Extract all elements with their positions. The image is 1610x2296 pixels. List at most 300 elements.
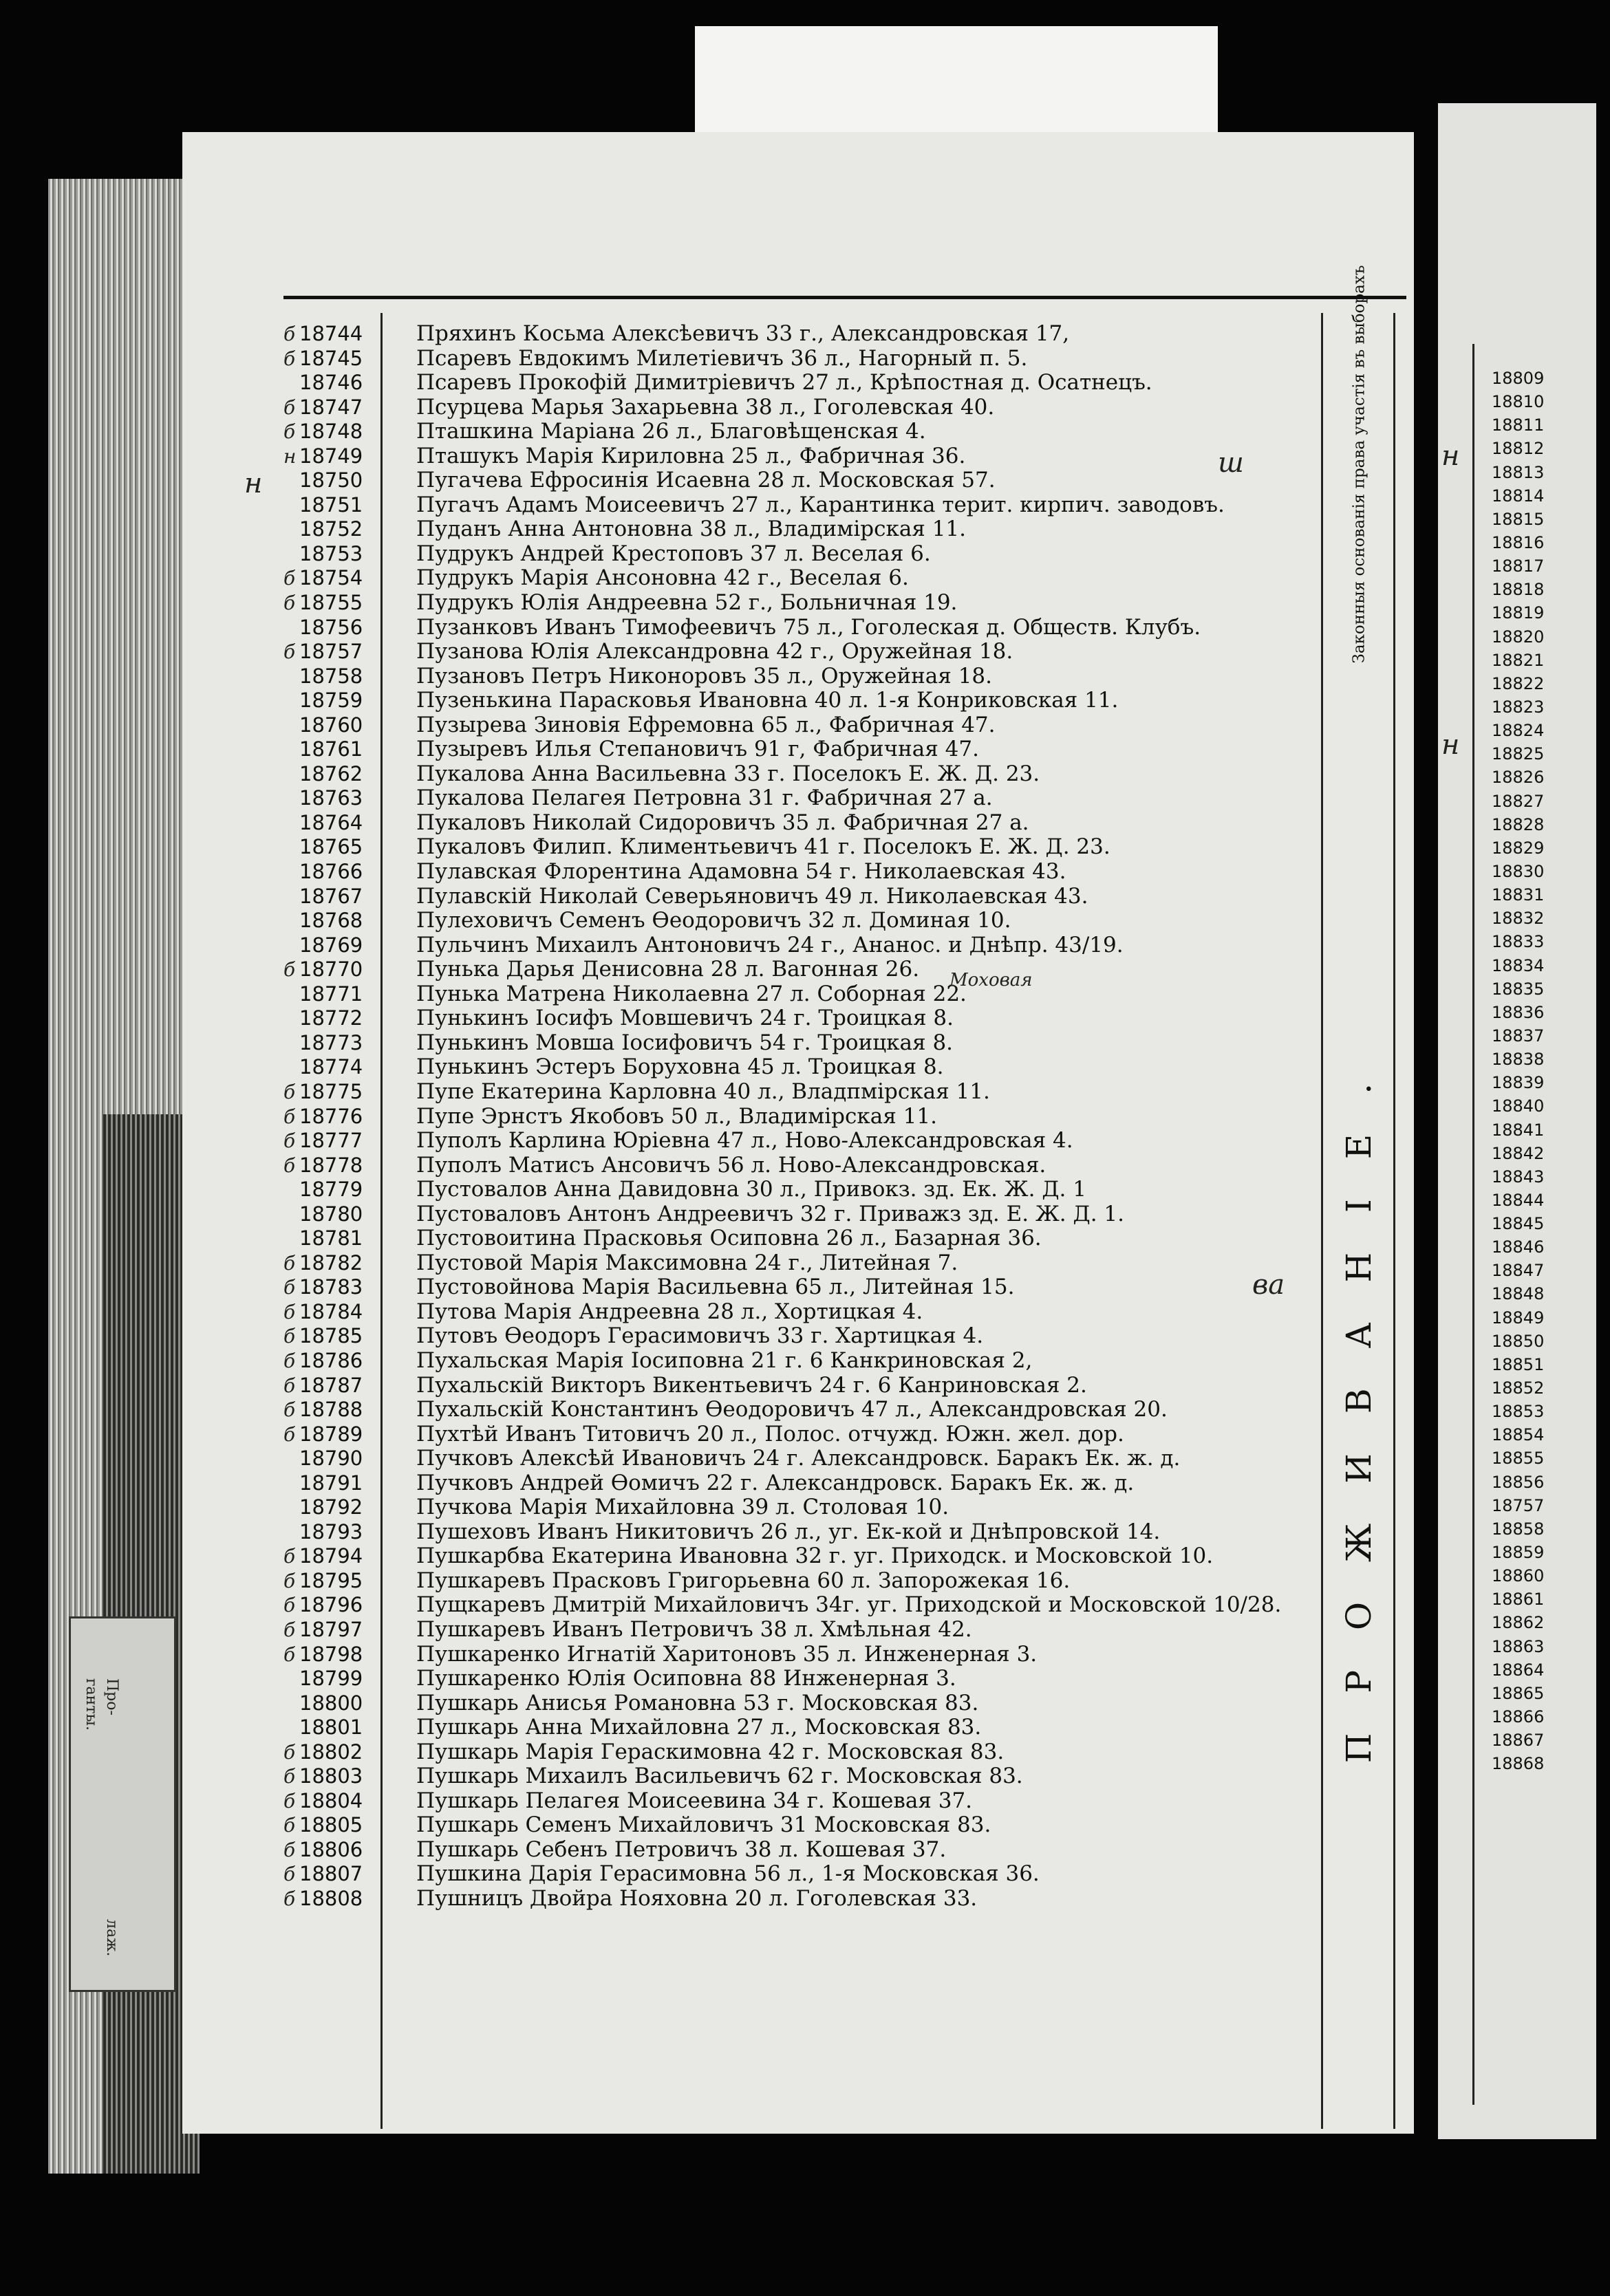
entry-text: Пустовоитина Прасковья Осиповна 26 л., Базарная 36.: [416, 1226, 1042, 1251]
next-page-number: 18832: [1492, 909, 1545, 929]
entry-text: Пудрукъ Марія Ансоновна 42 г., Веселая 6.: [416, 566, 909, 591]
entry-text: Пухальская Марія Іосиповна 21 г. 6 Канкриновская 2,: [416, 1348, 1033, 1373]
entry-text: Псаревъ Прокофій Димитріевичъ 27 л., Крѣпостная д. Осатнецъ.: [416, 371, 1152, 396]
next-page-number: 18835: [1492, 979, 1545, 999]
entry-handwritten-mark: б: [283, 1325, 296, 1348]
register-entry: [275, 713, 1321, 738]
entry-number: 18763: [299, 786, 363, 810]
register-entry: [275, 860, 1321, 885]
entry-text: Пульчинъ Михаилъ Антоновичъ 24 г., Ананос. и Днѣпр. 43/19.: [416, 933, 1124, 957]
entry-number: 18776: [299, 1104, 363, 1128]
next-page-number: 18853: [1492, 1402, 1545, 1422]
register-entry: [275, 1495, 1321, 1520]
register-entry: [275, 909, 1321, 933]
entry-text: Пузанковъ Иванъ Тимофеевичъ 75 л., Гоголеская д. Обществ. Клубъ.: [416, 615, 1201, 640]
entry-handwritten-mark: б: [283, 1740, 296, 1764]
next-page-number: 18818: [1492, 580, 1545, 600]
register-entry: [275, 640, 1321, 664]
entry-number: 18786: [299, 1348, 363, 1372]
entry-number: 18768: [299, 909, 363, 933]
next-page-number: 18858: [1492, 1519, 1545, 1539]
entry-number: 18791: [299, 1471, 363, 1495]
register-entry: [275, 689, 1321, 713]
register-entry: [275, 1105, 1321, 1129]
next-page-number: 18854: [1492, 1425, 1545, 1445]
entry-handwritten-mark: б: [283, 1618, 296, 1641]
entry-number: 18745: [299, 346, 363, 370]
next-page-number: 18868: [1492, 1754, 1545, 1774]
next-page-number: 18847: [1492, 1261, 1545, 1281]
entry-text: Пташукъ Марія Кириловна 25 л., Фабричная 36.: [416, 444, 966, 468]
register-entry: [275, 517, 1321, 542]
entry-number: 18773: [299, 1030, 363, 1054]
entry-number: 18757: [299, 640, 363, 664]
entry-handwritten-mark: б: [283, 1129, 296, 1153]
register-entry: [275, 616, 1321, 640]
register-entry: [275, 1544, 1321, 1569]
handwritten-note-n: н: [244, 468, 263, 499]
entry-text: Путовъ Ѳеодоръ Герасимовичъ 33 г. Хартицкая 4.: [416, 1324, 984, 1349]
entry-number: 18787: [299, 1373, 363, 1397]
next-page-number: 18819: [1492, 603, 1545, 623]
next-page-number: 18841: [1492, 1120, 1545, 1140]
register-entry: [275, 1667, 1321, 1691]
next-page-number: 18814: [1492, 486, 1545, 506]
entry-text: Пунька Матрена Николаевна 27 л. Соборная 22.: [416, 982, 967, 1006]
entry-number: 18780: [299, 1202, 363, 1226]
register-entry: [275, 786, 1321, 811]
register-entry: [275, 1055, 1321, 1080]
register-entry: [275, 982, 1321, 1007]
register-entry: [275, 1520, 1321, 1545]
entry-text: Пукаловъ Филип. Климентьевичъ 41 г. Поселокъ Е. Ж. Д. 23.: [416, 835, 1110, 860]
entry-handwritten-mark: б: [283, 567, 296, 590]
next-page-number: 18866: [1492, 1707, 1545, 1727]
entry-number: 18805: [299, 1813, 363, 1837]
register-entry: [275, 835, 1321, 860]
next-page-number: 18826: [1492, 768, 1545, 788]
next-page-number: 18823: [1492, 697, 1545, 717]
register-entry: [275, 811, 1321, 836]
next-page-number: 18834: [1492, 955, 1545, 975]
entry-number: 18769: [299, 933, 363, 957]
next-page-number: 18862: [1492, 1613, 1545, 1633]
entry-handwritten-mark: б: [283, 1594, 296, 1617]
register-entry: [275, 1300, 1321, 1325]
left-scrap-text-3: лаж.: [103, 1919, 120, 1957]
entry-number: 18750: [299, 468, 363, 492]
handwritten-note-va: ва: [1252, 1269, 1285, 1301]
next-page-number: 18856: [1492, 1472, 1545, 1492]
entry-text: Пучкова Марія Михайловна 39 л. Столовая 10.: [416, 1495, 949, 1520]
right-column-rule: [1321, 313, 1323, 2129]
next-page-number: 18811: [1492, 415, 1545, 435]
entry-text: Пушкаренко Юлія Осиповна 88 Инженерная 3.: [416, 1667, 956, 1691]
entry-number: 18774: [299, 1055, 363, 1079]
entry-text: Пугачъ Адамъ Моисеевичъ 27 л., Карантинка терит. кирпич. заводовъ.: [416, 492, 1225, 517]
entry-text: Пуполъ Карлина Юріевна 47 л., Ново-Александровская 4.: [416, 1129, 1073, 1154]
entry-text: Пушницъ Двойра Нояховна 20 л. Гоголевская 33.: [416, 1887, 978, 1911]
next-page-number: 18836: [1492, 1002, 1545, 1022]
register-entry: [275, 468, 1321, 493]
entry-text: Пушкарь Анисья Романовна 53 г. Московская 83.: [416, 1691, 979, 1715]
register-entry: [275, 1471, 1321, 1496]
entry-handwritten-mark: б: [283, 1105, 296, 1128]
entry-handwritten-mark: б: [283, 1765, 296, 1788]
entry-text: Пущкаревъ Дмитрій Михайловичъ 34г. уг. Приходской и Московской 10/28.: [416, 1593, 1282, 1618]
next-page-number: 18838: [1492, 1050, 1545, 1070]
legal-basis-label: Законныя основанія права участія въ выборахъ: [1350, 265, 1368, 664]
entry-number: 18744: [299, 322, 363, 345]
next-page-number: 18831: [1492, 885, 1545, 905]
entry-number: 18746: [299, 371, 363, 395]
entry-text: Пудрукъ Юлія Андреевна 52 г., Больничная 19.: [416, 591, 958, 616]
entry-number: 18761: [299, 737, 363, 761]
entry-handwritten-mark: б: [283, 1276, 296, 1299]
entry-text: Пушкаренко Игнатій Харитоновъ 35 л. Инженерная 3.: [416, 1642, 1038, 1667]
next-page-number: 18855: [1492, 1449, 1545, 1469]
entry-number: 18766: [299, 860, 363, 884]
register-entry: [275, 1324, 1321, 1349]
entry-text: Пташкина Маріана 26 л., Благовѣщенская 4.: [416, 420, 926, 444]
next-page-number: 18848: [1492, 1284, 1545, 1304]
next-page-number: 18839: [1492, 1073, 1545, 1093]
handwritten-note-n-next-2: н: [1441, 729, 1460, 761]
entry-handwritten-mark: б: [283, 1251, 296, 1275]
next-page-number: 18827: [1492, 791, 1545, 811]
next-page-number: 18849: [1492, 1308, 1545, 1328]
next-page-number: 18837: [1492, 1026, 1545, 1046]
entry-number: 18767: [299, 884, 363, 908]
entry-text: Пустовой Марія Максимовна 24 г., Литейная 7.: [416, 1250, 958, 1275]
entry-text: Пунькинъ Эстеръ Боруховна 45 л. Троицкая 8.: [416, 1055, 944, 1080]
register-entry: [275, 737, 1321, 762]
entry-number: 18764: [299, 810, 363, 834]
register-entry: [275, 1715, 1321, 1740]
entry-text: Пуданъ Анна Антоновна 38 л., Владимірская 11.: [416, 517, 967, 542]
top-rule: [283, 296, 1406, 299]
register-entry: [275, 542, 1321, 567]
entry-number: 18760: [299, 713, 363, 737]
entry-number: 18777: [299, 1129, 363, 1153]
next-page-number: 18809: [1492, 369, 1545, 388]
register-entry: [275, 1838, 1321, 1863]
entry-handwritten-mark: б: [283, 420, 296, 444]
entry-handwritten-mark: б: [283, 1863, 296, 1886]
entry-text: Пузырева Зиновія Ефремовна 65 л., Фабричная 47.: [416, 713, 996, 737]
next-page-number: 18861: [1492, 1590, 1545, 1610]
next-page-number: 18825: [1492, 744, 1545, 764]
register-entry: [275, 322, 1321, 347]
entry-text: Пушеховъ Иванъ Никитовичъ 26 л., уг. Ек-кой и Днѣпровской 14.: [416, 1519, 1161, 1544]
entry-handwritten-mark: б: [283, 1643, 296, 1666]
handwritten-insert: Моховая: [949, 970, 1033, 990]
entry-number: 18807: [299, 1862, 363, 1886]
register-entry: [275, 1643, 1321, 1667]
entry-text: Пушкарь Михаилъ Васильевичъ 62 г. Московская 83.: [416, 1764, 1023, 1789]
left-scrap-text-2: ганты.: [83, 1678, 100, 1731]
entry-text: Пустовалов Анна Давидовна 30 л., Привокз. зд. Ек. Ж. Д. 1: [416, 1178, 1086, 1202]
register-entry: [275, 1569, 1321, 1594]
next-page-number: 18842: [1492, 1143, 1545, 1163]
entry-number: 18798: [299, 1642, 363, 1666]
register-entry: [275, 444, 1321, 469]
entry-number: 18799: [299, 1667, 363, 1691]
entry-number: 18785: [299, 1324, 363, 1348]
next-page-number: 18757: [1492, 1495, 1545, 1515]
next-page-number: 18840: [1492, 1096, 1545, 1116]
entry-handwritten-mark: б: [283, 1569, 296, 1592]
register-entry: [275, 347, 1321, 371]
register-entry: [275, 1006, 1321, 1031]
entry-handwritten-mark: б: [283, 1545, 296, 1568]
register-entry: [275, 420, 1321, 444]
entry-text: Пучковъ Андрей Ѳомичъ 22 г. Александровск. Баракъ Ек. ж. д.: [416, 1471, 1135, 1495]
entry-number: 18762: [299, 761, 363, 786]
entry-handwritten-mark: б: [283, 1838, 296, 1861]
next-page-number: 18845: [1492, 1214, 1545, 1234]
next-page-number: 18813: [1492, 462, 1545, 482]
entry-text: Пушкина Дарія Герасимовна 56 л., 1-я Московская 36.: [416, 1862, 1040, 1887]
entry-number: 18788: [299, 1398, 363, 1422]
entry-handwritten-mark: б: [283, 640, 296, 664]
next-page-rule: [1472, 344, 1474, 2105]
entry-number: 18749: [299, 444, 363, 468]
register-entry: [275, 1789, 1321, 1814]
entry-text: Пушкаревъ Иванъ Петровичъ 38 л. Хмѣльная 42.: [416, 1617, 972, 1642]
entry-number: 18782: [299, 1250, 363, 1275]
next-page-number: 18852: [1492, 1378, 1545, 1398]
register-entry: [275, 1887, 1321, 1911]
register-entry: [275, 1422, 1321, 1447]
next-page-number: 18833: [1492, 932, 1545, 952]
left-scrap-text-1: Про-: [103, 1678, 120, 1715]
entry-number: 18783: [299, 1275, 363, 1299]
next-page-number: 18820: [1492, 627, 1545, 647]
next-page-number: 18816: [1492, 532, 1545, 552]
entry-number: 18789: [299, 1422, 363, 1446]
register-entry: [275, 371, 1321, 396]
entry-text: Пустовойнова Марія Васильевна 65 л., Литейная 15.: [416, 1275, 1015, 1300]
right-column-rule-outer: [1393, 313, 1395, 2129]
register-entry: [275, 1226, 1321, 1251]
entry-number: 18751: [299, 492, 363, 517]
entry-number: 18790: [299, 1447, 363, 1471]
entry-number: 18793: [299, 1519, 363, 1544]
entry-number: 18758: [299, 664, 363, 688]
entry-text: Пустоваловъ Антонъ Андреевичъ 32 г. Приважз зд. Е. Ж. Д. 1.: [416, 1202, 1124, 1226]
next-page-number: 18846: [1492, 1237, 1545, 1257]
entry-text: Пукаловъ Николай Сидоровичъ 35 л. Фабричная 27 а.: [416, 810, 1029, 835]
entry-handwritten-mark: б: [283, 1422, 296, 1446]
entry-number: 18808: [299, 1887, 363, 1910]
register-entry: [275, 591, 1321, 616]
entry-text: Пушкарь Пелагея Моисеевина 34 г. Кошевая 37.: [416, 1788, 973, 1813]
register-entry: [275, 493, 1321, 518]
entry-text: Пунькинъ Мовша Іосифовичъ 54 г. Троицкая 8.: [416, 1030, 954, 1055]
next-page-number: 18824: [1492, 721, 1545, 741]
entry-number: 18803: [299, 1764, 363, 1788]
register-entry: [275, 1593, 1321, 1618]
entry-number: 18748: [299, 420, 363, 444]
entry-number: 18801: [299, 1715, 363, 1740]
next-page-number: 18843: [1492, 1167, 1545, 1187]
entry-number: 18765: [299, 835, 363, 859]
register-entry: [275, 1080, 1321, 1105]
next-page-number: 18864: [1492, 1660, 1545, 1680]
next-page-number: 18810: [1492, 392, 1545, 412]
register-entry: [275, 1178, 1321, 1202]
register-entry: [275, 933, 1321, 958]
next-page-number: 18859: [1492, 1543, 1545, 1563]
entry-number: 18770: [299, 957, 363, 982]
entry-text: Пулавская Флорентина Адамовна 54 г. Николаевская 43.: [416, 860, 1066, 885]
entry-number: 18795: [299, 1568, 363, 1592]
register-entry: [275, 1154, 1321, 1178]
paper-slip: [695, 26, 1218, 144]
residence-header: [1331, 825, 1386, 1981]
next-page-number: 18850: [1492, 1331, 1545, 1351]
entry-number: 18792: [299, 1495, 363, 1519]
entry-number: 18797: [299, 1617, 363, 1641]
entry-number: 18752: [299, 517, 363, 541]
entry-text: Пудрукъ Андрей Крестоповъ 37 л. Веселая 6.: [416, 541, 931, 566]
entry-handwritten-mark: б: [283, 1300, 296, 1323]
register-entry: [275, 1202, 1321, 1227]
entry-text: Пупе Екатерина Карловна 40 л., Владпмірская 11.: [416, 1079, 990, 1104]
register-entry: [275, 1031, 1321, 1056]
entry-text: Пухальскій Константинъ Ѳеодоровичъ 47 л., Александровская 20.: [416, 1398, 1168, 1422]
entry-number: 18778: [299, 1153, 363, 1177]
register-entry: [275, 566, 1321, 591]
entry-number: 18781: [299, 1226, 363, 1250]
register-entry: [275, 1447, 1321, 1471]
entry-number: 18754: [299, 566, 363, 590]
entry-number: 18806: [299, 1837, 363, 1861]
next-page-number: 18860: [1492, 1566, 1545, 1586]
entry-number: 18802: [299, 1740, 363, 1764]
next-page-number: 18812: [1492, 439, 1545, 459]
next-page-number: 18829: [1492, 838, 1545, 858]
next-page-number: 18867: [1492, 1731, 1545, 1751]
entry-number: 18772: [299, 1006, 363, 1030]
entry-handwritten-mark: б: [283, 1349, 296, 1372]
entry-text: Пузыревъ Илья Степановичъ 91 г, Фабричная 47.: [416, 737, 979, 762]
entry-text: Пузанова Юлія Александровна 42 г., Оружейная 18.: [416, 640, 1013, 664]
next-page-number: 18815: [1492, 509, 1545, 529]
entry-list: [275, 322, 1321, 1911]
next-page-number: 18828: [1492, 814, 1545, 834]
entry-handwritten-mark: б: [283, 1080, 296, 1103]
entry-text: Пукалова Пелагея Петровна 31 г. Фабричная 27 а.: [416, 786, 993, 811]
next-page-number: 18851: [1492, 1354, 1545, 1374]
entry-handwritten-mark: б: [283, 958, 296, 982]
entry-text: Псурцева Марья Захарьевна 38 л., Гоголевская 40.: [416, 395, 995, 420]
entry-text: Пукалова Анна Васильевна 33 г. Поселокъ Е. Ж. Д. 23.: [416, 761, 1040, 786]
entry-handwritten-mark: б: [283, 592, 296, 615]
register-entry: [275, 1129, 1321, 1154]
entry-number: 18800: [299, 1691, 363, 1715]
entry-text: Пушкарь Анна Михайловна 27 л., Московская 83.: [416, 1715, 982, 1740]
entry-text: Пузенькина Парасковья Ивановна 40 л. 1-я Конриковская 11.: [416, 689, 1119, 713]
register-entry: [275, 1374, 1321, 1398]
entry-handwritten-mark: б: [283, 396, 296, 419]
next-page-number: 18822: [1492, 673, 1545, 693]
entry-text: Пугачева Ефросинія Исаевна 28 л. Московская 57.: [416, 468, 996, 493]
register-entry: [275, 1618, 1321, 1643]
entry-text: Пушкарь Себенъ Петровичъ 38 л. Кошевая 37.: [416, 1837, 947, 1862]
entry-text: Псаревъ Евдокимъ Милетіевичъ 36 л., Нагорный п. 5.: [416, 346, 1028, 371]
register-entry: [275, 1691, 1321, 1716]
entry-handwritten-mark: б: [283, 347, 296, 370]
entry-text: Пушкарь Семенъ Михайловичъ 31 Московская 83.: [416, 1813, 991, 1838]
entry-handwritten-mark: н: [283, 444, 297, 468]
next-page-number: 18817: [1492, 556, 1545, 576]
register-entry: [275, 1275, 1321, 1300]
entry-text: Путова Марія Андреевна 28 л., Хортицкая 4.: [416, 1299, 923, 1324]
entry-number: 18771: [299, 982, 363, 1006]
entry-text: Пулавскій Николай Северьяновичъ 49 л. Николаевская 43.: [416, 884, 1088, 909]
entry-text: Пухальскій Викторъ Викентьевичъ 24 г. 6 Канриновская 2.: [416, 1373, 1087, 1398]
entry-text: Пузановъ Петръ Никоноровъ 35 л., Оружейная 18.: [416, 664, 992, 689]
register-entry: [275, 664, 1321, 689]
entry-number: 18779: [299, 1178, 363, 1202]
register-entry: [275, 957, 1321, 982]
register-entry: [275, 1740, 1321, 1765]
left-page-scrap: [69, 1616, 176, 1992]
next-page-number: 18830: [1492, 861, 1545, 881]
entry-handwritten-mark: б: [283, 1398, 296, 1422]
entry-number: 18759: [299, 689, 363, 713]
register-entry: [275, 885, 1321, 909]
entry-number: 18804: [299, 1788, 363, 1812]
next-page-number: 18865: [1492, 1683, 1545, 1703]
register-entry: [275, 1813, 1321, 1838]
next-page-number: 18863: [1492, 1636, 1545, 1656]
entry-number: 18747: [299, 395, 363, 419]
residence-label: ПРОЖИВАНІЕ.: [1339, 1043, 1379, 1764]
entry-number: 18775: [299, 1079, 363, 1103]
entry-text: Пуполъ Матисъ Ансовичъ 56 л. Ново-Александровская.: [416, 1153, 1046, 1178]
next-page-number: 18844: [1492, 1190, 1545, 1210]
next-page-number: 18821: [1492, 650, 1545, 670]
register-entry: [275, 1764, 1321, 1789]
entry-handwritten-mark: б: [283, 1887, 296, 1910]
next-page-number-list: [1492, 367, 1588, 1775]
legal-basis-header: [1324, 265, 1393, 664]
entry-handwritten-mark: б: [283, 1154, 296, 1177]
entry-handwritten-mark: б: [283, 1814, 296, 1837]
entry-text: Пухтѣй Иванъ Титовичъ 20 л., Полос. отчужд. Южн. жел. дор.: [416, 1422, 1124, 1447]
entry-text: Пулеховичъ Семенъ Ѳеодоровичъ 32 л. Доминая 10.: [416, 909, 1011, 933]
register-entry: [275, 1862, 1321, 1887]
register-entry: [275, 1398, 1321, 1422]
entry-handwritten-mark: б: [283, 1374, 296, 1397]
handwritten-note-n-next: н: [1441, 440, 1460, 472]
entry-text: Пряхинъ Косьма Алексѣевичъ 33 г., Александровская 17,: [416, 322, 1070, 346]
register-entry: [275, 762, 1321, 787]
entry-number: 18794: [299, 1544, 363, 1568]
entry-text: Пушкаревъ Прасковъ Григорьевна 60 л. Запорожекая 16.: [416, 1568, 1071, 1593]
entry-number: 18796: [299, 1593, 363, 1617]
register-entry: [275, 1349, 1321, 1374]
entry-number: 18755: [299, 591, 363, 615]
entry-text: Пунькинъ Іосифъ Мовшевичъ 24 г. Троицкая 8.: [416, 1006, 954, 1031]
entry-number: 18784: [299, 1299, 363, 1323]
handwritten-note-sh: ш: [1218, 447, 1244, 479]
entry-text: Пушкарь Марія Гераскимовна 42 г. Московская 83.: [416, 1740, 1005, 1764]
entry-number: 18753: [299, 541, 363, 565]
